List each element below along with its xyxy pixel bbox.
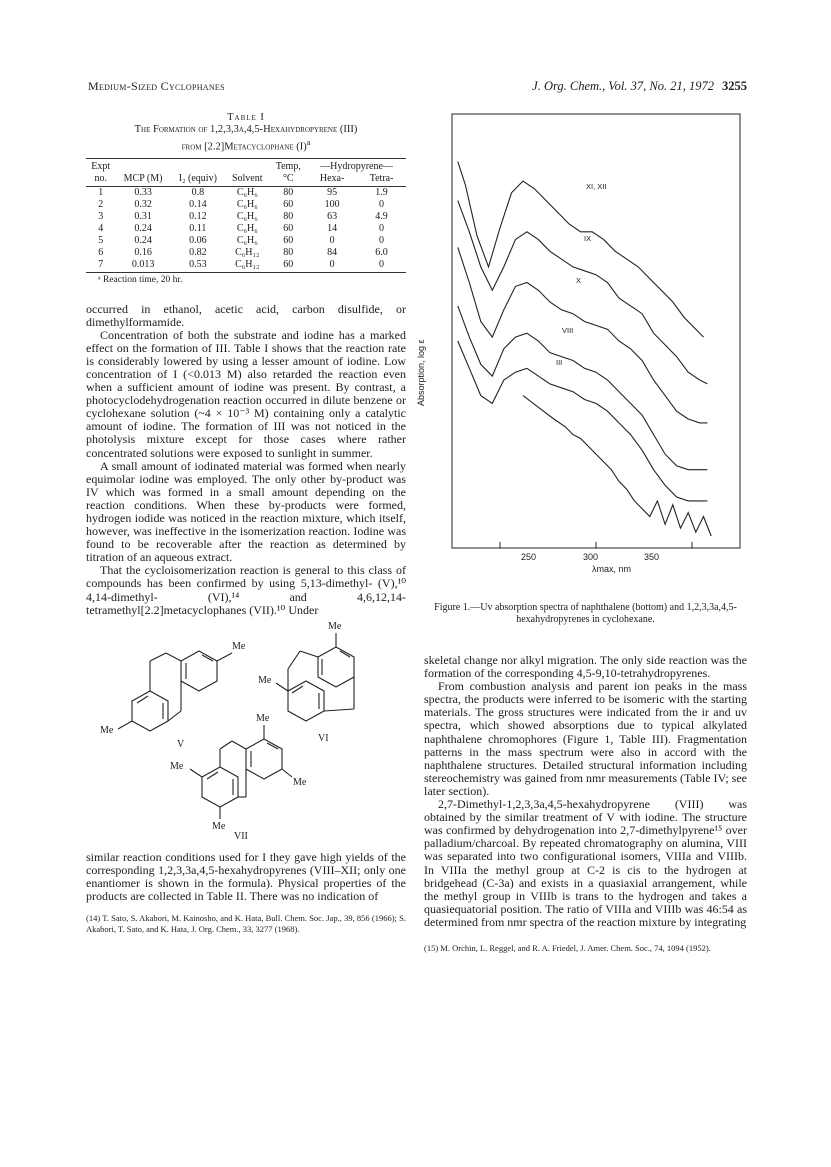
- footnote-15: (15) M. Orchin, L. Reggel, and R. A. Friedel, J. Amer. Chem. Soc., 74, 1094 (1952).: [424, 942, 711, 953]
- paragraph: 2,7-Dimethyl-1,2,3,3a,4,5-hexahydropyrene (VIII) was obtained by the similar treatment of V with iodine. The structure was confirmed by dehydrogenation into 2,7-dimethylpyrene¹⁵ over palladium/charcoal. By repeated chromatography on alumina, VIII was separated into two configurational isomers, VIIIa and VIIIb. In VIIIa the methyl group at C-2 is cis to the hydrogen at bridgehead (C-3a) and exists in a quasiaxial arrangement, while the methyl group in VIIIb is trans to the hydrogen and takes a quasiequatorial position. The ratio of VIIIa and VIIIb was 46:54 as determined from nmr spectra of the reaction mixture by integrating: [424, 797, 747, 929]
- table-cell: 3: [98, 210, 104, 222]
- table-cell: 80: [283, 186, 294, 198]
- y-axis-label: Absorption, log ε: [416, 339, 426, 406]
- me-label: Me: [232, 640, 246, 652]
- table-cell: 0.24: [134, 222, 152, 234]
- table-title-line1: The Formation of 1,2,3,3a,4,5-Hexahydropyrene (III): [134, 124, 358, 135]
- structure-vii: [190, 725, 292, 819]
- table-header-cell: Expt: [86, 158, 115, 173]
- spectrum-line-5: [458, 341, 708, 501]
- table-header-cell: Tetra-: [357, 173, 406, 187]
- paragraph: Concentration of both the substrate and iodine has a marked effect on the formation of III. Table I shows that the reaction rate is considerably lowered by using a lesser amount of iodine. Low concentration of I (<0.013 M) also retarded the reaction even when a sufficient amount of iodine was present. By contrast, a photocyclodehydrogenation reaction occurred in dilute benzene or cyclohexane solution (~4 × 10⁻³ M) containing only a catalytic amount of iodine. The formation of III was not noticed in the photolysis mixture except for those cases where rather concentrated solutions were exposed to sunlight in summer.: [86, 327, 406, 460]
- table-header-cell: [225, 158, 270, 173]
- table-row: [86, 186, 406, 199]
- table-header-cell: °C: [270, 173, 308, 187]
- table-header-cell: no.: [86, 173, 115, 187]
- me-label: Me: [258, 674, 272, 686]
- table-cell: C₆H₆: [236, 222, 258, 234]
- paragraph: similar reaction conditions used for I they gave high yields of the corresponding 1,2,3,3a,4,5-hexahydropyrenes (VIII–XII; only one enantiomer is shown in the formula). Physical properties of the products are collected in Table II. There was no indication of: [86, 849, 406, 904]
- compound-label-vii: VII: [234, 830, 248, 842]
- table-cell: 0.53: [171, 259, 225, 273]
- curve-label: XI, XII: [586, 182, 607, 191]
- table-cell: 6.0: [375, 246, 388, 258]
- table-header-row: [86, 158, 406, 173]
- curve-label: III: [556, 358, 563, 367]
- table-row: [86, 235, 406, 247]
- table-cell: 60: [270, 259, 308, 273]
- table-row: [86, 223, 406, 235]
- table-body: [86, 186, 406, 272]
- table-cell: 84: [327, 246, 338, 258]
- table-title-text: from [2.2]Metacyclophane (I): [181, 141, 307, 153]
- table-cell: 1: [98, 186, 104, 198]
- paragraph: occurred in ethanol, acetic acid, carbon disulfide, or dimethylformamide.: [86, 301, 406, 329]
- table-header-cell: Hexa-: [307, 173, 357, 187]
- spectrum-line-1: [458, 162, 704, 338]
- table-cell: 0.33: [134, 186, 152, 198]
- curve-label: X: [576, 276, 582, 285]
- page-number: 3255: [722, 79, 747, 93]
- me-label: Me: [170, 760, 184, 772]
- table-cell: 0.013: [115, 259, 170, 273]
- compound-label-vi: VI: [318, 732, 329, 744]
- table-cell: 4.9: [375, 210, 388, 222]
- table-cell: 7: [86, 259, 115, 273]
- table-footnote: ᵃ Reaction time, 20 hr.: [98, 274, 183, 285]
- table-cell: 0.14: [189, 198, 207, 210]
- table-cell: 1.9: [375, 186, 388, 198]
- table-cell: 60: [283, 222, 294, 234]
- table-cell: 0.32: [134, 198, 152, 210]
- table-header-cell: I₂ (equiv): [171, 173, 225, 187]
- me-label: Me: [212, 820, 226, 832]
- table-cell: 0: [307, 259, 357, 273]
- table-row: [86, 211, 406, 223]
- me-label: Me: [328, 620, 342, 632]
- table-cell: 60: [283, 234, 294, 246]
- structure-vi: [276, 633, 354, 721]
- table-cell: C₆H₁₂: [225, 259, 270, 273]
- x-tick-label: 300: [583, 552, 599, 562]
- table-row: [86, 247, 406, 259]
- table-cell: 60: [283, 198, 294, 210]
- table-cell: 5: [98, 234, 104, 246]
- table-row: [86, 259, 406, 273]
- spectrum-line-6: [523, 396, 711, 536]
- figure-caption: Figure 1.—Uv absorption spectra of naphthalene (bottom) and 1,2,3,3a,4,5-hexahydropyrenes in cyclohexane.: [434, 602, 737, 625]
- table-cell: 0: [379, 222, 385, 234]
- paragraph: That the cycloisomerization reaction is general to this class of compounds has been confirmed by using 5,13-dimethyl- (V),¹⁰ 4,14-dimethyl- (VI),¹⁴ and 4,6,12,14-tetramethyl[2.2]metacyclophanes (VII).¹⁰ Under: [86, 563, 406, 617]
- x-tick-label: 350: [644, 552, 660, 562]
- figure-1: [416, 106, 747, 576]
- curve-label: VIII: [562, 326, 574, 335]
- table-cell: 4: [98, 222, 104, 234]
- table-cell: C₆H₁₂: [235, 246, 260, 258]
- table-cell: C₆H₆: [236, 186, 258, 198]
- cyclophane-structures: [86, 621, 406, 843]
- structure-drawings: [86, 621, 406, 843]
- table-cell: 0.31: [134, 210, 152, 222]
- table-cell: 80: [283, 246, 294, 258]
- x-axis-label: λmax, nm: [592, 564, 632, 574]
- benzene-ring: [318, 647, 354, 687]
- table-cell: 95: [327, 186, 338, 198]
- me-label: Me: [100, 724, 114, 736]
- table-cell: 14: [327, 222, 338, 234]
- curve-label: IX: [584, 234, 592, 243]
- left-column: [86, 106, 406, 934]
- table-header-cell: [171, 158, 225, 173]
- table-header-cell: Solvent: [225, 173, 270, 187]
- paragraph: A small amount of iodinated material was formed when nearly equimolar iodine was employed. The only other by-product was IV which was formed in a small amount depending on the reaction conditions. When these by-products were formed, hydrogen iodide was noticed in the reaction mixture, which itself, however, was ineffective in the isomerization reaction. Iodine was found to be recoverable after the reaction as determined by titration of an aqueous extract.: [86, 458, 406, 565]
- me-label: Me: [256, 712, 270, 724]
- table-cell: 80: [283, 210, 294, 222]
- table-header-cell: —Hydropyrene—: [307, 158, 406, 173]
- uv-spectra-plot: [424, 106, 747, 576]
- table-label: Table I: [227, 112, 265, 123]
- table-title-note: a: [306, 138, 311, 147]
- table-header-cell: MCP (M): [115, 173, 170, 187]
- table-title-line2: [86, 136, 406, 154]
- x-tick-label: 250: [521, 552, 537, 562]
- table-header-cell: Temp,: [270, 158, 308, 173]
- journal-name: J. Org. Chem., Vol. 37, No. 21, 1972: [532, 79, 714, 93]
- footnote-14: (14) T. Sato, S. Akabori, M. Kainosho, and K. Hata, Bull. Chem. Soc. Jap., 39, 856 (1966); S. Akabori, T. Sato, and K. Hata, J. Org. Chem., 33, 3277 (1968).: [86, 913, 406, 934]
- running-title: Medium-Sized Cyclophanes: [88, 79, 225, 93]
- table-cell: 6: [98, 246, 104, 258]
- table-cell: 0.82: [189, 246, 207, 258]
- table-cell: 0.12: [189, 210, 207, 222]
- spectrum-line-2: [458, 201, 708, 384]
- table-cell: 0.24: [134, 234, 152, 246]
- table-cell: 0.06: [189, 234, 207, 246]
- table-row: [86, 199, 406, 211]
- paragraph: From combustion analysis and parent ion peaks in the mass spectra, the products were inferred to be isomeric with the starting materials. The gross structures were indicated from the ir and uv spectra, which showed absorptions due to typical alkylated naphthalene chromophores (Figure 1, Table III). Fragmentation patterns in the mass spectrum were also in accord with the naphthalene structures. Detailed structural information including stereochemistry was gained from nmr measurements (Table IV; see later section).: [424, 679, 747, 798]
- structure-v: [118, 651, 232, 731]
- table-cell: 0: [379, 234, 385, 246]
- table-cell: 0: [357, 259, 406, 273]
- table-cell: 0.16: [134, 246, 152, 258]
- compound-label-v: V: [177, 738, 185, 750]
- journal-citation: [532, 79, 747, 94]
- table-cell: C₆H₆: [236, 234, 258, 246]
- table-header-row: [86, 173, 406, 187]
- right-column: [416, 106, 747, 953]
- paragraph: skeletal change nor alkyl migration. The only side reaction was the formation of the corresponding 4,5-9,10-tetrahydropyrenes.: [424, 653, 747, 681]
- table-cell: 0.11: [189, 222, 207, 234]
- table-header-cell: [115, 158, 170, 173]
- me-label: Me: [293, 776, 307, 788]
- table-cell: 2: [98, 198, 104, 210]
- table-cell: 63: [327, 210, 338, 222]
- table-cell: 0: [379, 198, 385, 210]
- table-1: [86, 158, 406, 273]
- table-cell: 0.8: [191, 186, 205, 198]
- table-cell: 0: [329, 234, 335, 246]
- table-cell: C₆H₆: [236, 210, 258, 222]
- table-cell: 100: [324, 198, 340, 210]
- table-cell: C₆H₆: [236, 198, 258, 210]
